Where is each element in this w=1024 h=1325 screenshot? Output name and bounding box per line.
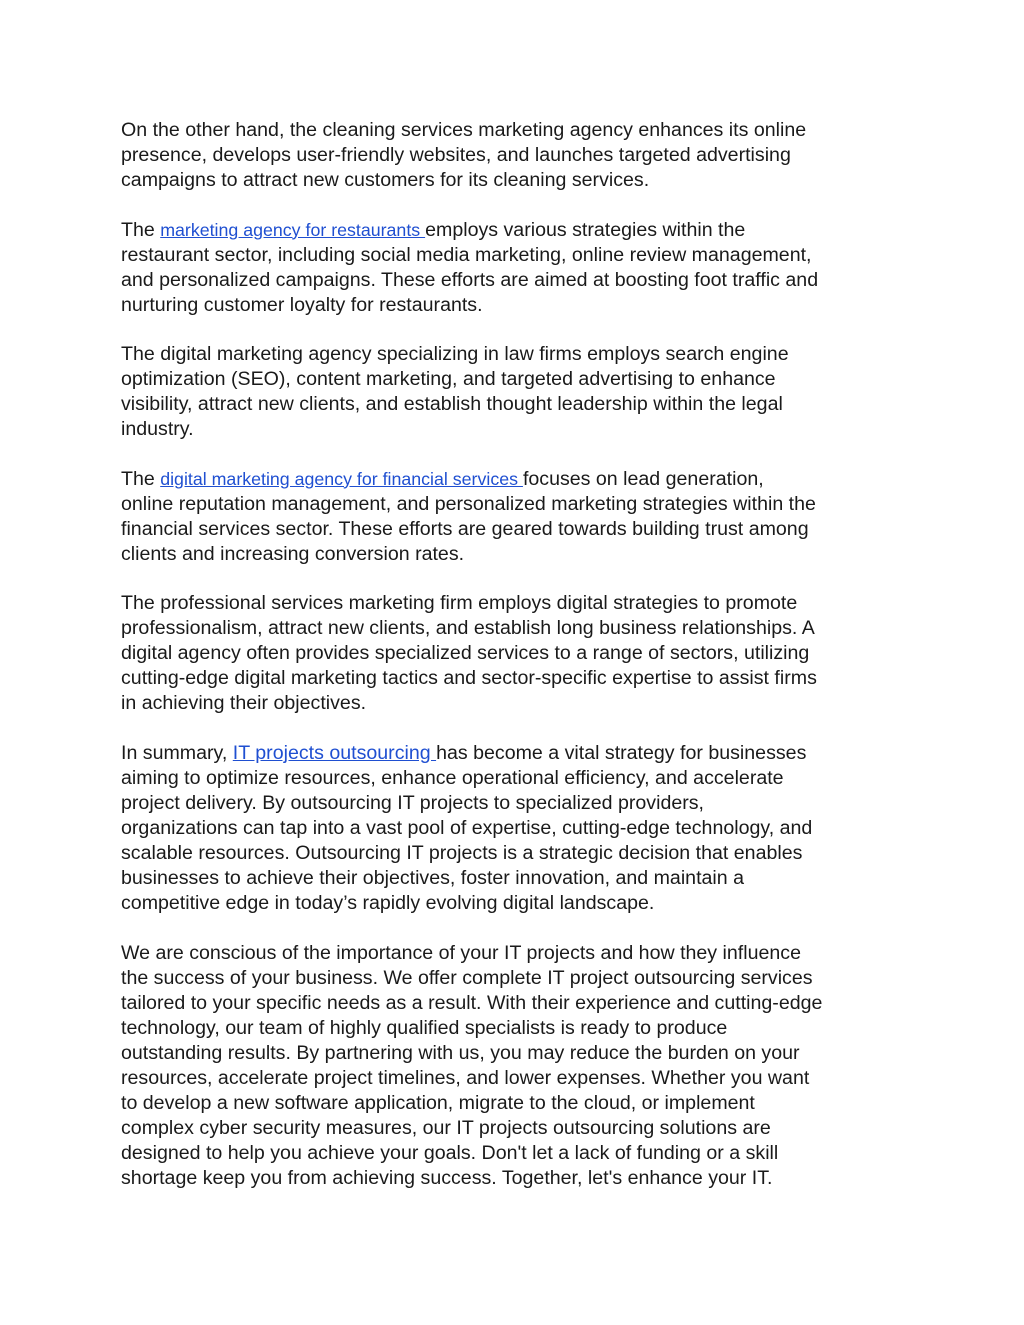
link-digital-marketing-financial-services[interactable]: digital marketing agency for financial services xyxy=(160,468,523,489)
text-line: presence, develops user-friendly websites, and launches targeted advertising xyxy=(121,144,791,166)
text-line: complex cyber security measures, our IT projects outsourcing solutions are xyxy=(121,1116,771,1139)
link-it-projects-outsourcing[interactable]: IT projects outsourcing xyxy=(232,741,437,764)
text-line: campaigns to attract new customers for its cleaning services. xyxy=(121,169,650,191)
text-line: the success of your business. We offer complete IT project outsourcing services xyxy=(121,966,813,989)
text-line-with-link xyxy=(121,467,911,492)
text-line: optimization (SEO), content marketing, and targeted advertising to enhance xyxy=(121,368,776,391)
text-line: professionalism, attract new clients, and establish long business relationships. A xyxy=(121,617,815,640)
text-line: industry. xyxy=(121,418,194,441)
text-line: aiming to optimize resources, enhance operational efficiency, and accelerate xyxy=(121,766,784,789)
text-line: and personalized campaigns. These efforts are aimed at boosting foot traffic and xyxy=(121,268,819,291)
text-line: designed to help you achieve your goals. Don't let a lack of funding or a skill xyxy=(121,1141,779,1164)
text-fragment: The xyxy=(121,218,161,241)
text-line-with-link xyxy=(121,741,911,766)
text-line: cutting-edge digital marketing tactics and sector-specific expertise to assist firms xyxy=(121,667,817,690)
text-line: organizations can tap into a vast pool of expertise, cutting-edge technology, and xyxy=(121,816,813,839)
paragraph-cleaning-services xyxy=(121,118,911,193)
text-line: businesses to achieve their objectives, foster innovation, and maintain a xyxy=(121,866,745,889)
text-line: project delivery. By outsourcing IT projects to specialized providers, xyxy=(121,791,704,814)
text-line-with-link xyxy=(121,218,911,243)
paragraph-law-firms xyxy=(121,342,911,442)
text-line: The professional services marketing firm employs digital strategies to promote xyxy=(121,592,798,615)
text-line: We are conscious of the importance of your IT projects and how they influence xyxy=(121,941,801,964)
text-line: technology, our team of highly qualified specialists is ready to produce xyxy=(121,1016,728,1039)
paragraph-financial-services xyxy=(121,467,911,567)
text-line: scalable resources. Outsourcing IT projects is a strategic decision that enables xyxy=(121,841,803,864)
text-fragment: In summary, xyxy=(121,741,233,764)
link-marketing-agency-restaurants[interactable]: marketing agency for restaurants xyxy=(160,219,426,240)
paragraph-closing xyxy=(121,941,911,1191)
text-line: competitive edge in today’s rapidly evolving digital landscape. xyxy=(121,891,655,914)
paragraph-summary xyxy=(121,741,911,916)
text-line: restaurant sector, including social media marketing, online review management, xyxy=(121,243,812,266)
text-line: shortage keep you from achieving success. Together, let's enhance your IT. xyxy=(121,1166,773,1189)
text-fragment: employs various strategies within the xyxy=(425,218,746,241)
text-line: online reputation management, and personalized marketing strategies within the xyxy=(121,492,816,515)
text-line: nurturing customer loyalty for restaurants. xyxy=(121,293,483,316)
text-line: financial services sector. These efforts are geared towards building trust among xyxy=(121,517,809,540)
paragraph-restaurants xyxy=(121,218,911,318)
text-fragment: has become a vital strategy for businesses xyxy=(436,741,807,764)
text-fragment: focuses on lead generation, xyxy=(522,467,764,490)
text-line: digital agency often provides specialized services to a range of sectors, utilizing xyxy=(121,642,810,665)
text-fragment: The xyxy=(121,467,161,490)
text-line: to develop a new software application, migrate to the cloud, or implement xyxy=(121,1091,755,1114)
text-line: visibility, attract new clients, and establish thought leadership within the legal xyxy=(121,393,783,416)
text-line: On the other hand, the cleaning services marketing agency enhances its online xyxy=(121,119,807,141)
text-line: The digital marketing agency specializing in law firms employs search engine xyxy=(121,343,789,366)
text-line: resources, accelerate project timelines, and lower expenses. Whether you want xyxy=(121,1066,810,1089)
text-line: outstanding results. By partnering with us, you may reduce the burden on your xyxy=(121,1041,800,1064)
paragraph-professional-services xyxy=(121,591,911,716)
text-line: tailored to your specific needs as a result. With their experience and cutting-edge xyxy=(121,991,823,1014)
document-body xyxy=(121,118,911,1215)
text-line: in achieving their objectives. xyxy=(121,692,367,715)
text-line: clients and increasing conversion rates. xyxy=(121,542,465,565)
